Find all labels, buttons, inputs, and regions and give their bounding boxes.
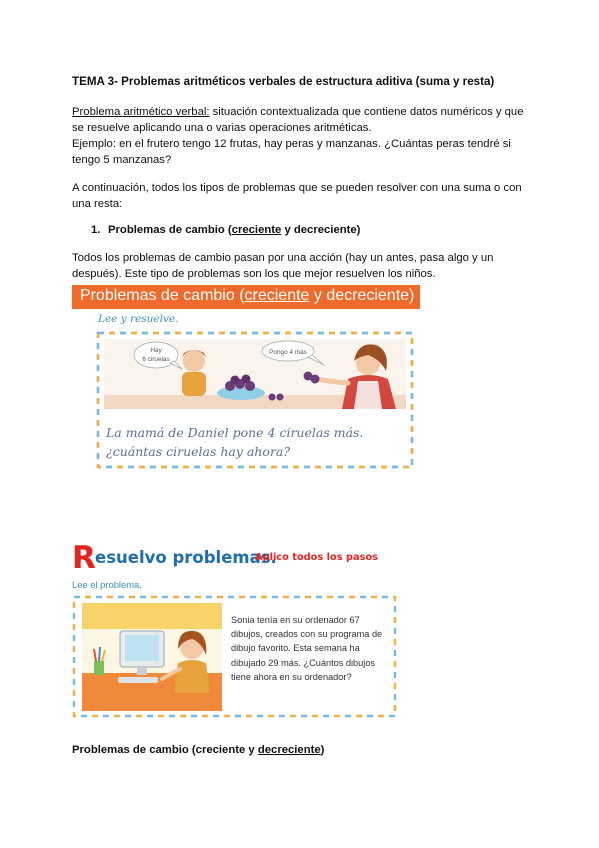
banner-title-start: Problemas de cambio ( xyxy=(80,287,245,304)
section-2-heading-underlined: decreciente xyxy=(257,744,321,756)
textbook-illustration-1 xyxy=(72,285,420,472)
story-text: Sonia tenía en su ordenador 67 dibujos, creados con su programa de dibujo favorito. Esta semana ha dibujado 29 más. ¿Cuántos dibujos tiene ahora en su ordenador? xyxy=(231,615,383,682)
example-line-2: tengo 5 manzanas? xyxy=(72,154,172,166)
section-2-heading xyxy=(72,742,324,758)
bubble-2-text: Pongo 4 más xyxy=(269,349,307,356)
illustration-text-line-1: La mamá de Daniel pone 4 ciruelas más. xyxy=(106,425,364,440)
banner-title-end: y decreciente) xyxy=(309,287,415,304)
section-1-heading-underlined: creciente xyxy=(231,224,282,236)
illustration-2-subtitle: Aplico todos los pasos xyxy=(255,552,379,563)
definition-line-1 xyxy=(72,104,524,120)
illustration-text-line-2: ¿cuántas ciruelas hay ahora? xyxy=(106,444,291,459)
title-first-letter: R xyxy=(72,540,96,576)
section-1-desc-line-2: después). Este tipo de problemas son los que mejor resuelven los niños. xyxy=(72,268,436,280)
definition-text-1: situación contextualizada que contiene datos numéricos y que xyxy=(209,106,524,118)
page-title: TEMA 3- Problemas aritméticos verbales de estructura aditiva (suma y resta) xyxy=(72,75,495,88)
illustration-subtitle: Lee y resuelve. xyxy=(98,313,179,325)
textbook-illustration-2 xyxy=(72,540,404,720)
intro-line-1: A continuación, todos los tipos de problemas que se pueden resolver con una suma o con xyxy=(72,182,522,194)
illustration-banner-title xyxy=(80,287,414,305)
illustration-2-title: esuelvo problemas. xyxy=(95,548,277,567)
section-2-heading-start: Problemas de cambio (creciente y xyxy=(72,744,258,756)
intro-line-2: una resta: xyxy=(72,198,123,210)
boy-figure xyxy=(182,350,206,396)
computer-scene xyxy=(82,603,222,711)
section-1-heading-end: y decreciente) xyxy=(281,224,361,236)
section-1-heading-start: Problemas de cambio ( xyxy=(108,224,232,236)
banner-title-underlined: creciente xyxy=(244,287,310,304)
section-1-number: 1. xyxy=(91,224,101,236)
bubble-1-line-2: 6 ciruelas xyxy=(142,356,170,363)
example-line-1: Ejemplo: en el frutero tengo 12 frutas, hay peras y manzanas. ¿Cuántas peras tendré si xyxy=(72,138,511,150)
illustration-2-instruction: Lee el problema. xyxy=(72,579,142,590)
definition-term: Problema aritmético verbal: xyxy=(72,106,210,118)
section-1-desc-line-1: Todos los problemas de cambio pasan por una acción (hay un antes, pasa algo y un xyxy=(72,252,494,264)
section-2-heading-end: ) xyxy=(320,744,325,756)
section-1-heading xyxy=(108,222,360,238)
bubble-1-line-1: Hay xyxy=(150,347,162,354)
definition-line-2: se resuelve aplicando una o varias operaciones aritméticas. xyxy=(72,122,372,134)
